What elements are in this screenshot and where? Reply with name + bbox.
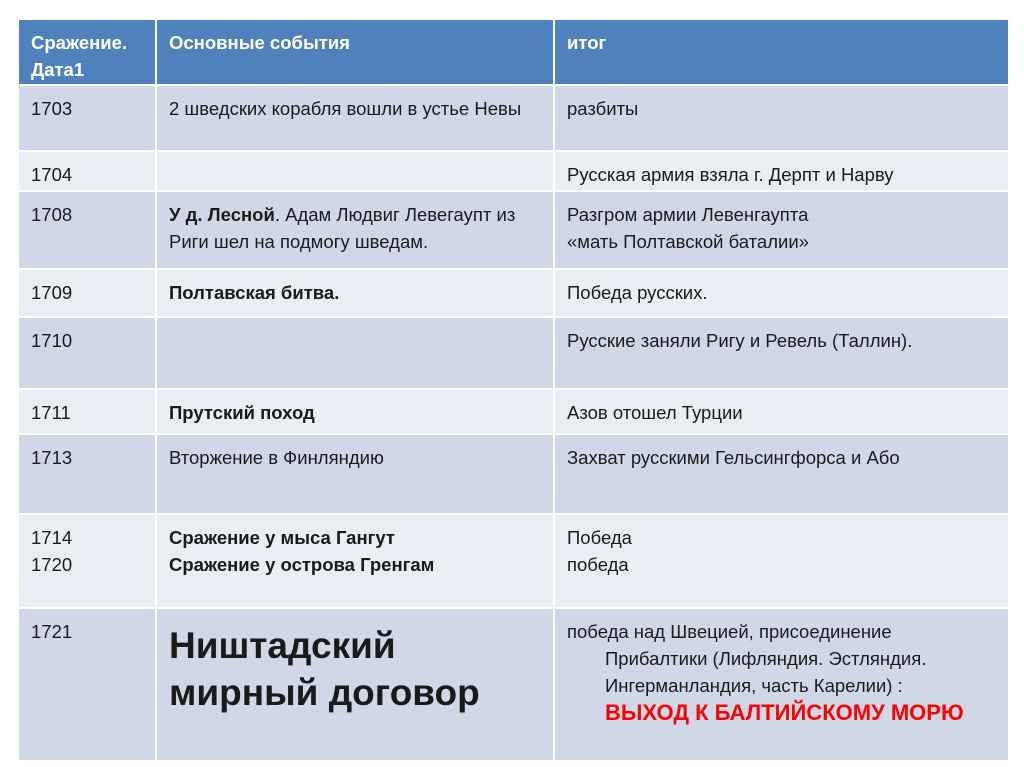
event-line: Сражение у острова Гренгам xyxy=(169,554,435,575)
table-row xyxy=(18,317,1009,389)
table-row xyxy=(18,608,1009,761)
header-result: итог xyxy=(554,19,1009,85)
table-row xyxy=(18,434,1009,514)
year-cell: 1704 xyxy=(18,151,156,191)
result-line: победа над Швецией, присоединение xyxy=(567,621,892,642)
year-cell: 1709 xyxy=(18,269,156,317)
result-line: Ингерманландия, часть Карелии) : xyxy=(605,675,903,696)
result-line: победа xyxy=(567,554,629,575)
year-line: 1714 xyxy=(31,527,73,548)
baltic-access-highlight: ВЫХОД К БАЛТИЙСКОМУ МОРЮ xyxy=(605,700,964,725)
result-cell: Победа русских. xyxy=(554,269,1009,317)
event-cell: Полтавская битва. xyxy=(156,269,554,317)
table-row xyxy=(18,269,1009,317)
year-cell: 1711 xyxy=(18,389,156,434)
table-row xyxy=(18,85,1009,151)
result-cell xyxy=(554,608,1009,761)
year-cell: 1703 xyxy=(18,85,156,151)
event-cell: 2 шведских корабля вошли в устье Невы xyxy=(156,85,554,151)
year-cell: 1708 xyxy=(18,191,156,269)
event-cell xyxy=(156,151,554,191)
result-line: Разгром армии Левенгаупта xyxy=(567,204,809,225)
table-row xyxy=(18,151,1009,191)
year-cell xyxy=(18,514,156,608)
event-line: Сражение у мыса Гангут xyxy=(169,527,395,548)
year-cell: 1710 xyxy=(18,317,156,389)
table-row xyxy=(18,514,1009,608)
event-cell: Прутский поход xyxy=(156,389,554,434)
result-cell: Азов отошел Турции xyxy=(554,389,1009,434)
result-cell: разбиты xyxy=(554,85,1009,151)
event-cell xyxy=(156,514,554,608)
result-line: Победа xyxy=(567,527,632,548)
year-cell: 1721 xyxy=(18,608,156,761)
result-line: «мать Полтавской баталии» xyxy=(567,231,809,252)
result-line: Прибалтики (Лифляндия. Эстляндия. xyxy=(605,648,927,669)
table-row xyxy=(18,191,1009,269)
event-cell xyxy=(156,317,554,389)
result-cell: Захват русскими Гельсингфорса и Або xyxy=(554,434,1009,514)
event-cell: Вторжение в Финляндию xyxy=(156,434,554,514)
event-text: . Адам Людвиг Левегаупт из Риги шел на подмогу шведам. xyxy=(169,204,516,252)
result-cell: Русские заняли Ригу и Ревель (Таллин). xyxy=(554,317,1009,389)
treaty-title: Ништадский мирный договор xyxy=(169,625,480,713)
result-cell: Русская армия взяла г. Дерпт и Нарву xyxy=(554,151,1009,191)
result-cell xyxy=(554,514,1009,608)
event-bold-text: У д. Лесной xyxy=(169,204,275,225)
year-line: 1720 xyxy=(31,554,73,575)
event-cell xyxy=(156,608,554,761)
table-row xyxy=(18,389,1009,434)
table-header-row xyxy=(18,19,1009,85)
header-main-events: Основные события xyxy=(156,19,554,85)
northern-war-table xyxy=(17,18,1010,762)
year-cell: 1713 xyxy=(18,434,156,514)
event-cell xyxy=(156,191,554,269)
result-cell xyxy=(554,191,1009,269)
header-battle-date: Сражение. Дата1 xyxy=(18,19,156,85)
